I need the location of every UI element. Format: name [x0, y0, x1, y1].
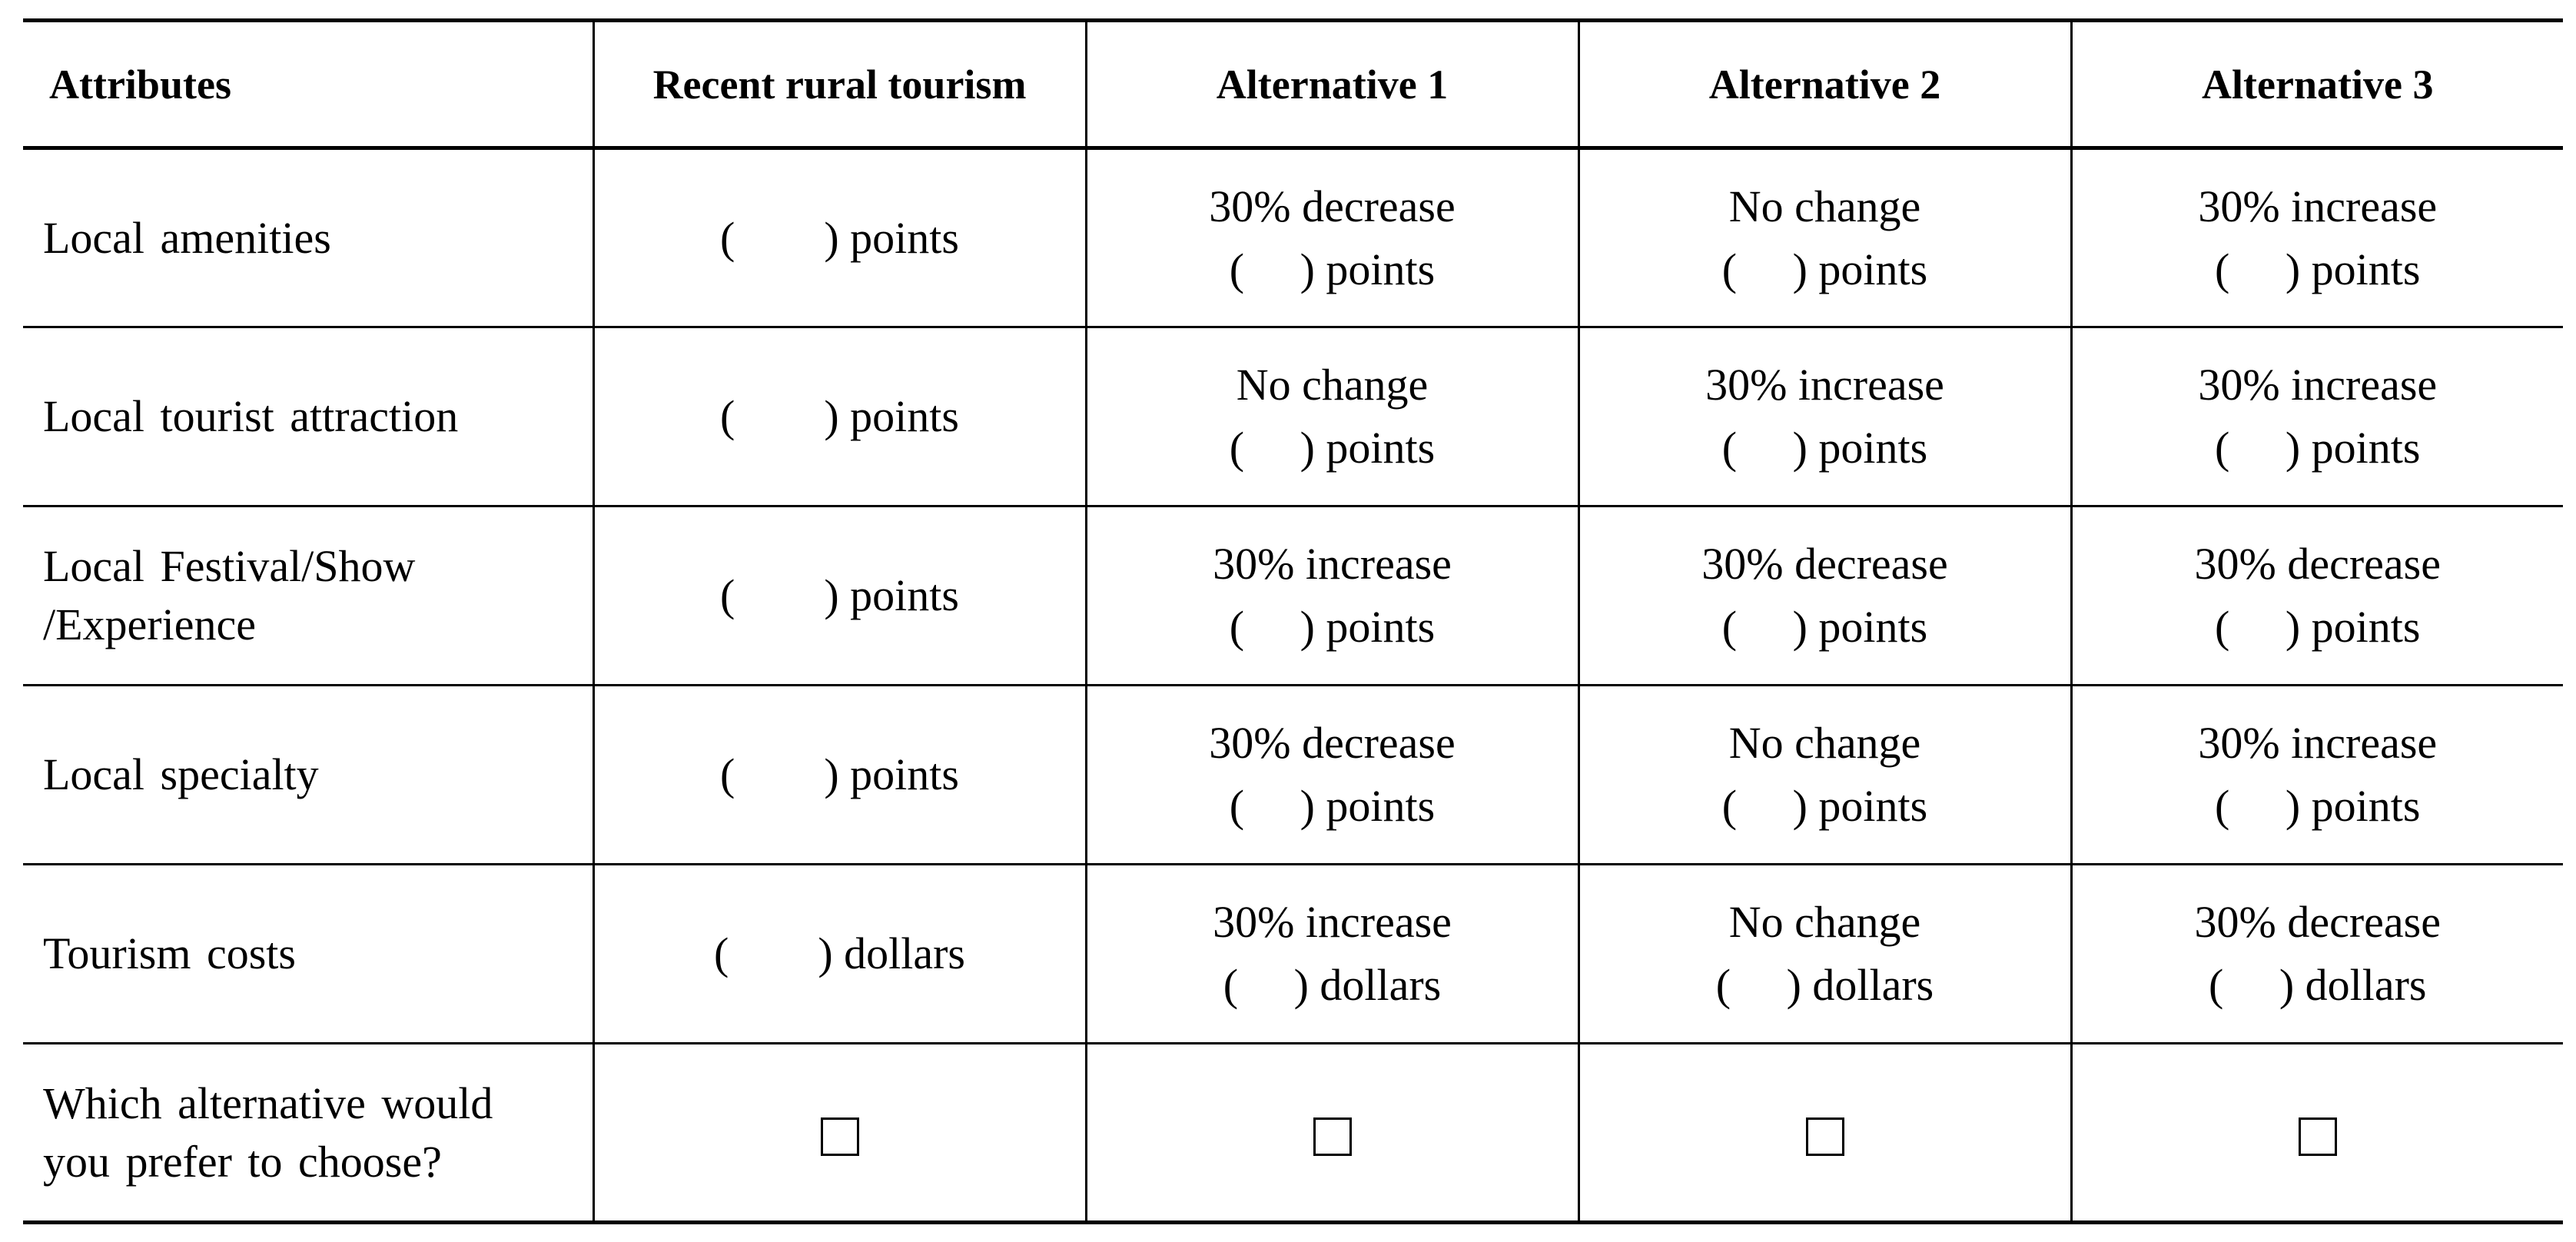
answer-blank[interactable]: ( ) points: [2215, 244, 2421, 294]
recent-answer-blank[interactable]: ( ) dollars: [714, 928, 965, 978]
recent-answer-blank[interactable]: ( ) points: [720, 391, 959, 441]
choice-checkbox-alternative-1[interactable]: [1313, 1117, 1352, 1156]
level-text: 30% increase: [2198, 181, 2438, 231]
answer-blank[interactable]: ( ) dollars: [1715, 960, 1934, 1010]
answer-blank[interactable]: ( ) dollars: [1223, 960, 1442, 1010]
level-text: 30% decrease: [2194, 897, 2441, 947]
header-row: [23, 21, 2563, 148]
alternative-cell: [2071, 506, 2563, 686]
header-alternative-2: Alternative 2: [1578, 21, 2071, 148]
answer-blank[interactable]: ( ) points: [2215, 781, 2421, 831]
alternative-cell: [1578, 686, 2071, 865]
recent-cell: [593, 148, 1086, 327]
level-text: No change: [1728, 718, 1921, 768]
level-text: 30% increase: [2198, 360, 2438, 410]
header-alternative-1: Alternative 1: [1086, 21, 1578, 148]
alternative-cell: [1578, 865, 2071, 1044]
level-text: 30% decrease: [1209, 181, 1456, 231]
recent-cell: [593, 865, 1086, 1044]
alternative-cell: [2071, 327, 2563, 506]
alternative-cell: [1086, 148, 1578, 327]
recent-answer-blank[interactable]: ( ) points: [720, 212, 959, 263]
choice-cell-alternative-3: [2071, 1044, 2563, 1223]
attribute-label: Tourism costs: [23, 865, 593, 1044]
table-row: [23, 506, 2563, 686]
answer-blank[interactable]: ( ) points: [1229, 781, 1436, 831]
answer-blank[interactable]: ( ) points: [1229, 602, 1436, 652]
choice-question: Which alternative would you prefer to choose?: [23, 1044, 593, 1223]
answer-blank[interactable]: ( ) points: [1721, 781, 1928, 831]
choice-checkbox-alternative-2[interactable]: [1806, 1117, 1844, 1156]
choice-cell-recent: [593, 1044, 1086, 1223]
answer-blank[interactable]: ( ) points: [1721, 423, 1928, 473]
recent-cell: [593, 686, 1086, 865]
alternative-cell: [2071, 148, 2563, 327]
choice-experiment-table: [23, 18, 2563, 1224]
alternative-cell: [1086, 327, 1578, 506]
table-row: [23, 865, 2563, 1044]
level-text: 30% decrease: [1209, 718, 1456, 768]
header-attributes: Attributes: [23, 21, 593, 148]
recent-answer-blank[interactable]: ( ) points: [720, 570, 959, 620]
choice-cell-alternative-2: [1578, 1044, 2071, 1223]
answer-blank[interactable]: ( ) points: [1229, 423, 1436, 473]
answer-blank[interactable]: ( ) dollars: [2209, 960, 2427, 1010]
choice-cell-alternative-1: [1086, 1044, 1578, 1223]
answer-blank[interactable]: ( ) points: [1229, 244, 1436, 294]
alternative-cell: [1578, 148, 2071, 327]
level-text: 30% increase: [2198, 718, 2438, 768]
alternative-cell: [1086, 686, 1578, 865]
recent-cell: [593, 327, 1086, 506]
level-text: No change: [1728, 181, 1921, 231]
attribute-label: Local tourist attraction: [23, 327, 593, 506]
choice-checkbox-alternative-3[interactable]: [2299, 1117, 2337, 1156]
level-text: 30% increase: [1705, 360, 1944, 410]
header-recent-rural-tourism: Recent rural tourism: [593, 21, 1086, 148]
table-row: [23, 327, 2563, 506]
attribute-label: Local amenities: [23, 148, 593, 327]
recent-answer-blank[interactable]: ( ) points: [720, 749, 959, 799]
table-row: [23, 686, 2563, 865]
table-row: [23, 148, 2563, 327]
level-text: 30% increase: [1213, 539, 1452, 589]
alternative-cell: [1086, 865, 1578, 1044]
answer-blank[interactable]: ( ) points: [2215, 423, 2421, 473]
alternative-cell: [1086, 506, 1578, 686]
recent-cell: [593, 506, 1086, 686]
attribute-label: Local specialty: [23, 686, 593, 865]
alternative-cell: [2071, 686, 2563, 865]
level-text: 30% increase: [1213, 897, 1452, 947]
answer-blank[interactable]: ( ) points: [1721, 602, 1928, 652]
answer-blank[interactable]: ( ) points: [1721, 244, 1928, 294]
level-text: No change: [1728, 897, 1921, 947]
level-text: 30% decrease: [1701, 539, 1948, 589]
answer-blank[interactable]: ( ) points: [2215, 602, 2421, 652]
level-text: 30% decrease: [2194, 539, 2441, 589]
alternative-cell: [1578, 327, 2071, 506]
level-text: No change: [1236, 360, 1429, 410]
choice-checkbox-recent[interactable]: [821, 1117, 859, 1156]
alternative-cell: [1578, 506, 2071, 686]
attribute-label: Local Festival/Show /Experience: [23, 506, 593, 686]
alternative-cell: [2071, 865, 2563, 1044]
header-alternative-3: Alternative 3: [2071, 21, 2563, 148]
choice-row: [23, 1044, 2563, 1223]
